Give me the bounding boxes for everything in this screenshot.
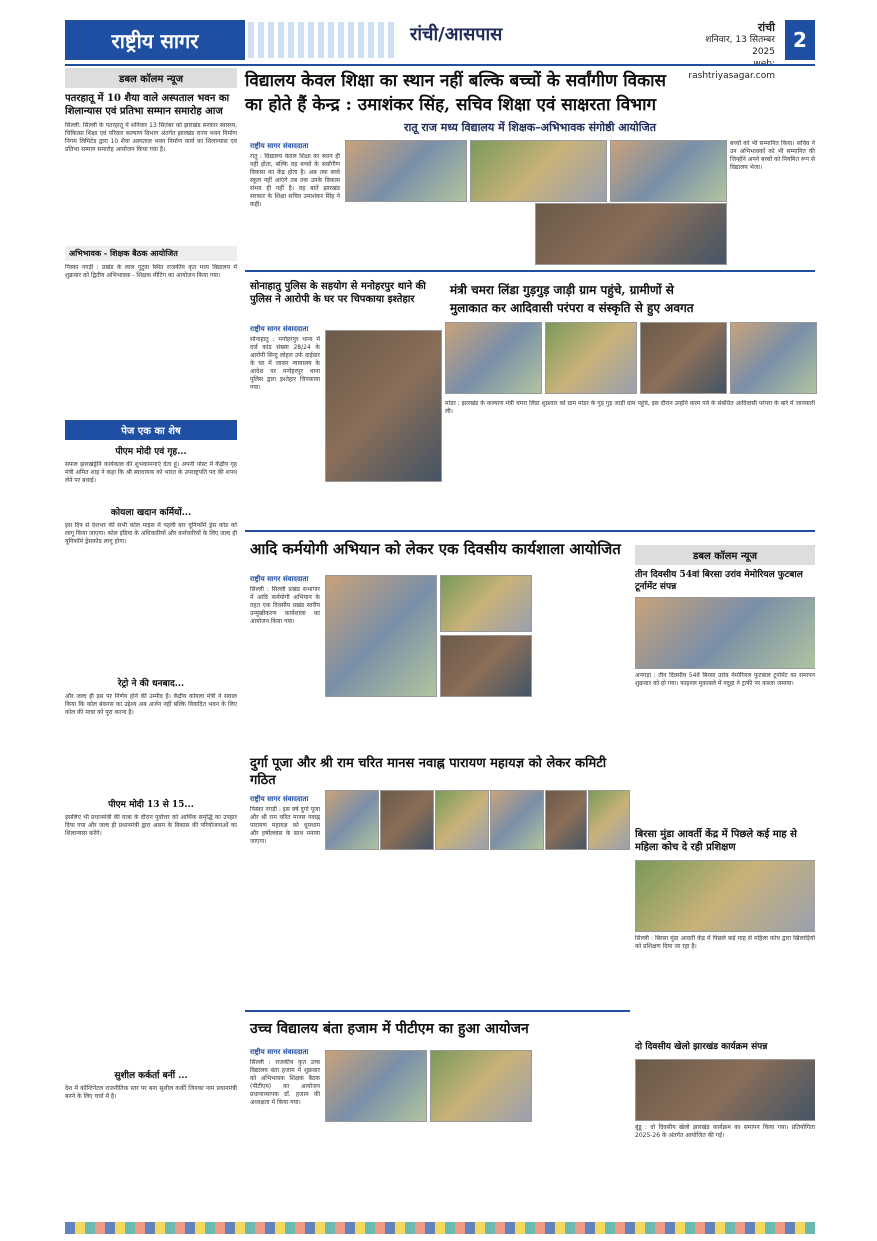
story2-body: पिस्का नगड़ी : प्रखंड के लाल गुटुवा स्थित राजकीय कृत मध्य विद्यालय में शुक्रवार को द्वितीय अभिभावक - शिक्षक मीटिंग का आयोजन किया गया। xyxy=(65,264,237,279)
karmayogi-photo-2 xyxy=(440,575,532,632)
mid-divider xyxy=(245,530,815,532)
minister-headline-line2: मुलाकात कर आदिवासी परंपरा व संस्कृति से हुए अवगत xyxy=(450,301,694,315)
r3-headline: दो दिवसीय खेलो झारखंड कार्यक्रम संपन्न xyxy=(635,1042,768,1052)
police-photo xyxy=(325,330,442,482)
right-column xyxy=(635,545,815,1205)
durga-photo-4 xyxy=(490,790,544,850)
lead-photo-4 xyxy=(535,203,727,265)
s3-body: सफल झारखंड्रेनि कार्यकाल की शुभकामनाएं देता हूं। अपनी पोस्ट में केंद्रीय गृह मंत्री अमित शाह ने कहा कि श्री स्वाधायक को भारत के उपराष्ट्रपति पद की शपथ लेने पर बधाई। xyxy=(65,461,237,484)
masthead-decoration xyxy=(248,22,398,58)
karmayogi-photo-3 xyxy=(440,635,532,697)
durga-headline: दुर्गा पूजा और श्री राम चरित मानस नवाह्न पारायण महायज्ञ को लेकर कमिटी गठित xyxy=(250,756,607,788)
r2-photo xyxy=(635,860,815,932)
police-body: सोनाहातु : मनोहरपुर थाना में दर्ज कांड संख्या 28/24 के आरोपी सिन्टू लोहरा उर्फ दाईवार के घर में जाकर न्यायालय के आदेश पर मनोहरपुर थाना पुलिस द्वारा इश्तेहार चिपकाया गया। xyxy=(250,336,320,391)
r3-photo xyxy=(635,1059,815,1121)
s4-headline: कोयला खदान कर्मियों... xyxy=(110,508,192,518)
s6-headline: पीएम मोदी 13 से 15... xyxy=(108,800,194,810)
karmayogi-headline: आदि कर्मयोगी अभियान को लेकर एक दिवसीय कार्यशाला आयोजित xyxy=(250,540,621,558)
s5-body: और जल्द ही इस पर निर्णय होने की उम्मीद है। केंद्रीय कोयला मंत्री ने सवाल किया कि कोल बंकरस का उद्देश्य अब अर्जन नहीं बल्कि विवादित भवन के लिए कोल की मात्रा को पूरा करना है। xyxy=(65,693,237,716)
story1-headline: पतरहातू में 10 शैया वाले अस्पताल भवन का शिलान्यास एवं प्रतिभा सम्मान समारोह आज xyxy=(65,93,230,117)
durga-photo-6 xyxy=(588,790,630,850)
karmayogi-photo-1 xyxy=(325,575,437,697)
masthead-date: शनिवार, 13 सितम्बर 2025 xyxy=(705,35,775,57)
r1-photo xyxy=(635,597,815,669)
minister-headline-line1: मंत्री चमरा लिंडा गुड़गुड़ जाड़ी ग्राम पहुंचे, ग्रामीणों से xyxy=(450,283,674,297)
r1-body: अनगड़ा : तीन दिवसीय 54वें बिरसा उरांव मेमोरियल फुटबाल टूर्नामेंट का समापन शुक्रवार को हो गया। फाइनल मुकाबले में नदुहा ने ट्राफी पर कब्जा जमाया। xyxy=(635,672,815,687)
lead-divider xyxy=(245,270,815,272)
masthead-city: रांची xyxy=(757,21,775,34)
continuation-box-label: पेज एक का शेष xyxy=(65,420,237,440)
ptm-byline: राष्ट्रीय सागर संवाददाता xyxy=(250,1048,309,1056)
ptm-body: सिल्ली : राजकीय कृत उच्च विद्यालय बंता हजाम में शुक्रवार को अभिभावक शिक्षक बैठक (पीटीएम) का आयोजन प्रधानाध्यापक डॉ. हजाम की अध्यक्षता में किया गया। xyxy=(250,1059,320,1106)
lead-headline-line2: का होते हैं केन्द्र : उमाशंकर सिंह, सचिव शिक्षा एवं साक्षरता विभाग xyxy=(245,95,657,115)
police-headline: सोनाहातु पुलिस के सहयोग से मनोहरपुर थाने की पुलिस ने आरोपी के घर पर चिपकाया इश्तेहार xyxy=(250,281,426,305)
left-column-label: डबल कॉलम न्यूज xyxy=(65,68,237,88)
masthead-rule xyxy=(65,64,815,66)
lower-divider xyxy=(245,1010,630,1012)
lead-byline: राष्ट्रीय सागर संवाददाता xyxy=(250,142,309,150)
minister-photo-1 xyxy=(445,322,542,394)
r3-body: बुंडू : दो दिवसीय खेलो झारखंड कार्यक्रम का समापन किया गया। प्रतियोगिता 2025-26 के अंतर्गत आयोजित की गई। xyxy=(635,1124,815,1139)
lead-headline-line1: विद्यालय केवल शिक्षा का स्थान नहीं बल्कि बच्चों के सर्वांगीण विकास xyxy=(245,71,667,91)
police-byline: राष्ट्रीय सागर संवाददाता xyxy=(250,325,309,333)
r2-headline: बिरसा मुंडा आवर्ती केंद्र में पिछले कई माह से महिला कोच दे रही प्रशिक्षण xyxy=(635,829,797,853)
durga-photo-2 xyxy=(380,790,434,850)
lead-body: रातू : विद्यालय केवल शिक्षा का स्थान ही नहीं होता, बल्कि यह बच्चों के सर्वांगीण विकास का केंद्र होता है। अब तक बच्चे स्कूल नहीं आएंगे तब तक उनके विकास संभव ही नहीं है। यह बातें झारखंड सरकार के शिक्षा सचिव उमाशंकर सिंह ने कही। xyxy=(250,153,340,208)
s6-body: इसलिए भी प्रधानमंत्री की यात्रा के दौरान पूर्वोत्तर को आर्थिक समृद्धि का उपहार दिया गया और जल्द ही प्रधानमंत्री द्वारा असम के विकास की परियोजनाओं का शिलान्यास करेंगे। xyxy=(65,814,237,837)
footer-color-bar xyxy=(65,1222,815,1234)
s7-headline: सुशील कर्कर्ता बनीं ... xyxy=(114,1071,188,1081)
s4-body: इस दिन से देशभर की सभी कोल माइंस में पहली बार यूनिफॉर्म ड्रेस कोड को लागू किया जाएगा। कोल इंडिया के अधिकारियों और कर्मचारियों के लिए जल्द ही यूनिफॉर्म ड्रेसकोड लागू होगा। xyxy=(65,522,237,545)
page-number: 2 xyxy=(785,20,815,60)
minister-photo-4 xyxy=(730,322,817,394)
durga-photo-3 xyxy=(435,790,489,850)
durga-byline: राष्ट्रीय सागर संवाददाता xyxy=(250,795,309,803)
karmayogi-body: सिल्ली : सिल्ली प्रखंड सभागार में आदि कर्मयोगी अभियान के तहत एक दिवसीय प्रखंड स्तरीय उन्मुखीकरण कार्यशाला का आयोजन किया गया। xyxy=(250,586,320,625)
lead-right-body: बच्चों को भी सम्मानित किया। सचिव ने उन अभिभावकों को भी सम्मानित की जिन्होंने अपने बच्चों को नियमित रूप से विद्यालय भेजा। xyxy=(730,140,815,171)
section-title: रांची/आसपास xyxy=(410,24,503,45)
karmayogi-byline: राष्ट्रीय सागर संवाददाता xyxy=(250,575,309,583)
masthead-web: rashtriyasagar.com xyxy=(688,71,775,81)
left-column xyxy=(65,68,237,1208)
s7-body: देश में कॉन्टिनेंटल राजनीतिक स्तर पर बना सुशील कर्की जिनका नाम प्रधानमंत्री बनने के लिए चर्चा में है। xyxy=(65,1085,237,1100)
story2-headline: अभिभावक - शिक्षक बैठक आयोजित xyxy=(65,246,237,261)
s5-headline: रेट्रो ने की धनबाद... xyxy=(117,679,185,689)
s3-headline: पीएम मोदी एवं गृह... xyxy=(115,447,187,457)
lead-subhead: रातू राज मध्य विद्यालय में शिक्षक–अभिभावक संगोष्ठी आयोजित xyxy=(403,121,657,134)
lead-photo-3 xyxy=(610,140,727,202)
lead-photo-2 xyxy=(470,140,607,202)
ptm-photo-1 xyxy=(325,1050,427,1122)
minister-body: मांडर : झारखंड के कल्याण मंत्री चमरा लिंडा शुक्रवार को ग्राम मांडर के गुड़ गुड़ जाड़ी ग्राम पहुंचे, इस दौरान उन्होंने करम पर्व के संबंधित आदिवासी परंपरा के बारे में जानकारी ली। xyxy=(445,400,815,415)
durga-photo-5 xyxy=(545,790,587,850)
r1-headline: तीन दिवसीय 54वां बिरसा उरांव मेमोरियल फुटबाल टूर्नामेंट संपन्न xyxy=(635,570,803,592)
story1-body: सिल्ली: सिल्ली के पतरहातू में शनिवार 13 सितंबर को झारखंड सरकार स्वास्थ्य, चिकित्सा शिक्षा एवं परिवार कल्याण विभाग अंतर्गत झारखंड राज्य भवन निर्माण निगम लिमिटेड द्वारा 10 शैया अस्पताल भवन निर्माण कार्य का शिलान्यास एवं प्रतिभा सम्मान समारोह आयोजन किया गया है। xyxy=(65,122,237,153)
ptm-headline: उच्च विद्यालय बंता हजाम में पीटीएम का हुआ आयोजन xyxy=(250,1021,529,1037)
masthead-logo: राष्ट्रीय सागर xyxy=(65,20,245,60)
ptm-photo-2 xyxy=(430,1050,532,1122)
right-column-label: डबल कॉलम न्यूज xyxy=(635,545,815,565)
minister-photo-3 xyxy=(640,322,727,394)
durga-photo-1 xyxy=(325,790,379,850)
lead-photo-1 xyxy=(345,140,467,202)
durga-body: पिस्का नगड़ी : इस वर्ष दुर्गा पूजा और श्री राम चरित मानस नवाह्न पारायण महायज्ञ को धूमधाम और हर्षोल्लास के साथ मनाया जाएगा। xyxy=(250,806,320,845)
r2-body: सिल्ली : बिरसा मुंडा आवर्ती केंद्र में पिछले कई माह से महिला कोच द्वारा खिलाड़ियों को प्रशिक्षण दिया जा रहा है। xyxy=(635,935,815,950)
minister-photo-2 xyxy=(545,322,637,394)
